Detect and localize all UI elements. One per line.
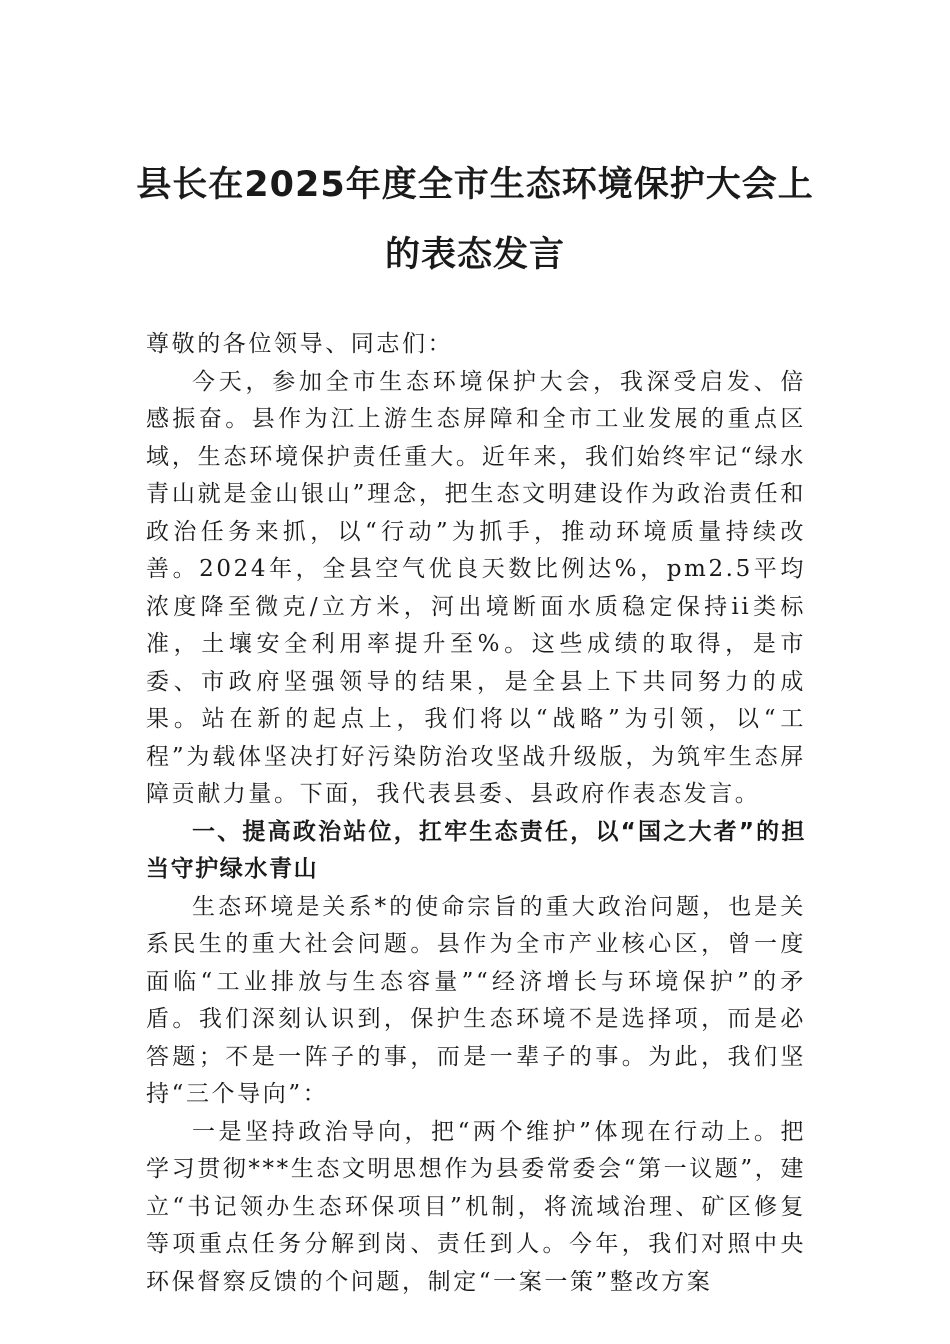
title-line-1: 县长在2025年度全市生态环境保护大会上 [136,165,814,205]
section-heading-1: 一、提高政治站位，扛牢生态责任，以“国之大者”的担当守护绿水青山 [146,818,806,882]
document-title [120,150,830,290]
paragraph-intro: 今天，参加全市生态环境保护大会，我深受启发、倍感振奋。县作为江上游生态屏障和全市工业发展的重点区域，生态环境保护责任重大。近年来，我们始终牢记“绿水青山就是金山银山”理念，把生态文明建设作为政治责任和政治任务来抓，以“行动”为抓手，推动环境质量持续改善。2024年，全县空气优良天数比例达%，pm2.5平均浓度降至微克/立方米，河出境断面水质稳定保持ii类标准，土壤安全利用率提升至%。这些成绩的取得，是市委、市政府坚强领导的结果，是全县上下共同努力的成果。站在新的起点上，我们将以“战略”为引领，以“工程”为载体坚决打好污染防治攻坚战升级版，为筑牢生态屏障贡献力量。下面，我代表县委、县政府作表态发言。 [146,368,806,807]
title-line-2: 的表态发言 [384,235,565,275]
document-body [146,326,806,1301]
salutation: 尊敬的各位领导、同志们： [146,331,454,357]
paragraph-point-1: 一是坚持政治导向，把“两个维护”体现在行动上。把学习贯彻***生态文明思想作为县委常委会“第一议题”，建立“书记领办生态环保项目”机制，将流域治理、矿区修复等项重点任务分解到岗、责任到人。今年，我们对照中央环保督察反馈的个问题，制定“一案一策”整改方案 [146,1118,806,1295]
paragraph-section-1: 生态环境是关系*的使命宗旨的重大政治问题，也是关系民生的重大社会问题。县作为全市产业核心区，曾一度面临“工业排放与生态容量”“经济增长与环境保护”的矛盾。我们深刻认识到，保护生态环境不是选择项，而是必答题；不是一阵子的事，而是一辈子的事。为此，我们坚持“三个导向”： [146,893,806,1107]
